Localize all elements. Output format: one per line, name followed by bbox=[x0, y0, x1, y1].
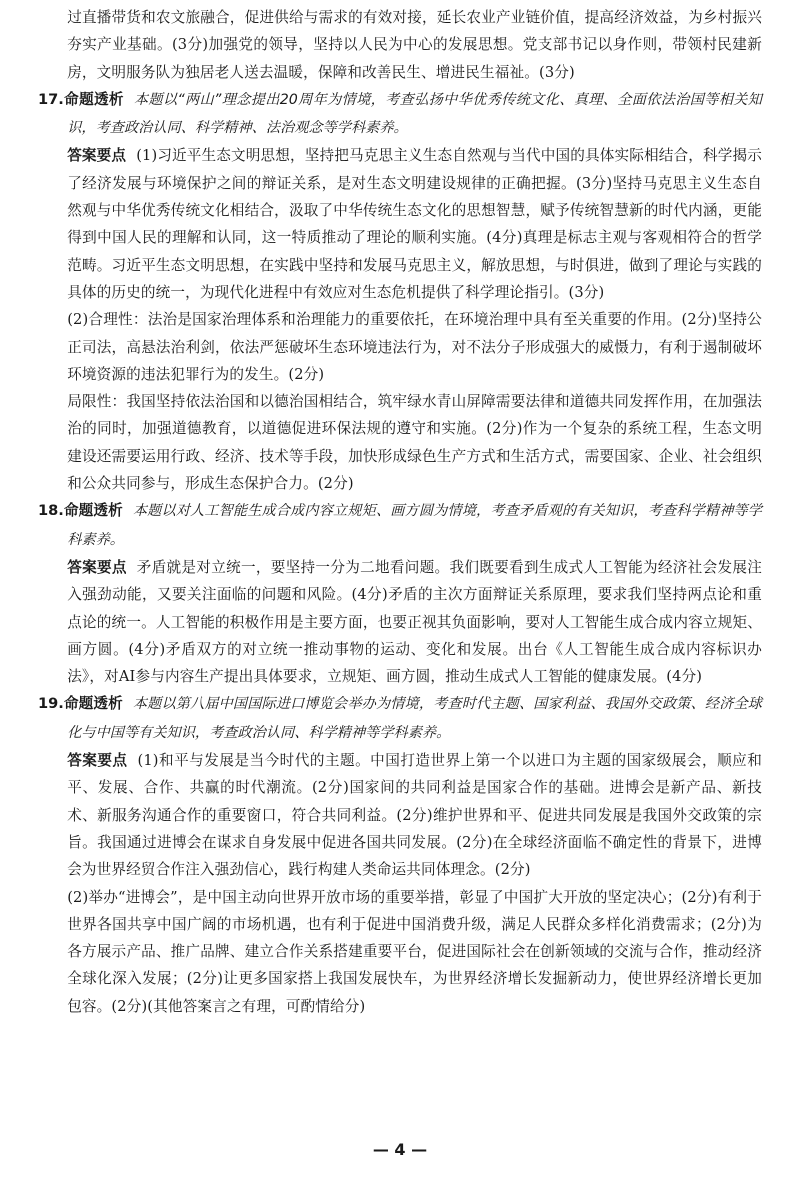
question-17-analysis bbox=[38, 86, 762, 143]
question-19-answer bbox=[67, 747, 762, 883]
answer-text: (1)习近平生态文明思想，坚持把马克思主义生态自然观与当代中国的具体实际相结合，科学揭示了经济发展与环境保护之间的辩证关系，是对生态文明建设规律的正确把握。(3分)坚持马克思主义生态自然观与中华优秀传统文化相结合，汲取了中华传统生态文化的思想智慧，赋予传统智慧新的时代内涵，更能得到中国人民的理解和认同，这一特质推动了理论的顺利实施。(4分)真理是标志主观与客观相符合的哲学范畴。习近平生态文明思想，在实践中坚持和发展马克思主义，解放思想，与时俱进，做到了理论与实践的具体的历史的统一，为现代化进程中有效应对生态危机提供了科学理论指引。(3分) bbox=[67, 147, 762, 301]
intro-paragraph: 过直播带货和农文旅融合，促进供给与需求的有效对接，延长农业产业链价值，提高经济效益，为乡村振兴夯实产业基础。(3分)加强党的领导，坚持以人民为中心的发展思想。党支部书记以身作则，带领村民建新房，文明服务队为独居老人送去温暖，保障和改善民生、增进民生福祉。(3分) bbox=[67, 9, 762, 81]
question-18 bbox=[38, 497, 762, 690]
answer-label: 答案要点 bbox=[67, 147, 127, 165]
question-18-analysis bbox=[38, 497, 762, 554]
question-17-part-2: (2)合理性：法治是国家治理体系和治理能力的重要依托，在环境治理中具有至关重要的作用。(2分)坚持公正司法，高悬法治利剑，依法严惩破坏生态环境违法行为，对不法分子形成强大的威慑力，有利于遏制破坏环境资源的违法犯罪行为的发生。(2分) bbox=[67, 311, 762, 383]
analysis-label: 命题透析 bbox=[63, 90, 124, 108]
answer-text: (1)和平与发展是当今时代的主题。中国打造世界上第一个以进口为主题的国家级展会，顺应和平、发展、合作、共赢的时代潮流。(2分)国家间的共同利益是国家合作的基础。进博会是新产品、新技术、新服务沟通合作的重要窗口，符合共同利益。(2分)维护世界和平、促进共同发展是我国外交政策的宗旨。我国通过进博会在谋求自身发展中促进各国共同发展。(2分)在全球经济面临不确定性的背景下，进博会为世界经贸合作注入强劲信心，践行构建人类命运共同体理念。(2分) bbox=[67, 752, 762, 879]
analysis-text: 本题以“两山”理念提出20周年为情境，考查弘扬中华优秀传统文化、真理、全面依法治国等相关知识，考查政治认同、科学精神、法治观念等学科素养。 bbox=[67, 91, 762, 137]
analysis-label: 命题透析 bbox=[63, 502, 123, 520]
question-number: 19. bbox=[38, 695, 64, 713]
question-17-limitations: 局限性：我国坚持依法治国和以德治国相结合，筑牢绿水青山屏障需要法律和道德共同发挥作用，在加强法治的同时，加强道德教育，以道德促进环保法规的遵守和实施。(2分)作为一个复杂的系统工程，生态文明建设还需要运用行政、经济、技术等手段，加快形成绿色生产方式和生活方式，需要国家、企业、社会组织和公众共同参与，形成生态保护合力。(2分) bbox=[67, 393, 762, 493]
question-17 bbox=[38, 86, 762, 497]
page-number: — 4 — bbox=[372, 1140, 428, 1159]
question-19-analysis bbox=[38, 690, 762, 747]
answer-label: 答案要点 bbox=[67, 752, 128, 770]
answer-label: 答案要点 bbox=[67, 558, 127, 576]
analysis-label: 命题透析 bbox=[63, 695, 123, 713]
question-18-answer bbox=[67, 554, 762, 690]
analysis-text: 本题以第八届中国国际进口博览会举办为情境，考查时代主题、国家利益、我国外交政策、经济全球化与中国等有关知识，考查政治认同、科学精神等学科素养。 bbox=[67, 696, 762, 741]
question-19 bbox=[38, 690, 762, 1020]
question-17-answer bbox=[67, 142, 762, 306]
question-19-part-2: (2)举办“进博会”，是中国主动向世界开放市场的重要举措，彰显了中国扩大开放的坚定决心；(2分)有利于世界各国共享中国广阔的市场机遇，也有利于促进中国消费升级，满足人民群众多样化消费需求；(2分)为各方展示产品、推广品牌、建立合作关系搭建重要平台，促进国际社会在创新领域的交流与合作，推动经济全球化深入发展；(2分)让更多国家搭上我国发展快车，为世界经济增长发掘新动力，使世界经济增长更加包容。(2分)(其他答案言之有理，可酌情给分) bbox=[67, 888, 762, 1015]
answer-text: 矛盾就是对立统一，要坚持一分为二地看问题。我们既要看到生成式人工智能为经济社会发展注入强劲动能，又要关注面临的问题和风险。(4分)矛盾的主次方面辩证关系原理，要求我们坚持两点论和重点论的统一。人工智能的积极作用是主要方面，也要正视其负面影响，要对人工智能生成合成内容立规矩、画方圆。(4分)矛盾双方的对立统一推动事物的运动、变化和发展。出台《人工智能生成合成内容标识办法》，对AI参与内容生产提出具体要求，立规矩、画方圆，推动生成式人工智能的健康发展。(4分) bbox=[67, 558, 762, 686]
question-number: 17. bbox=[38, 90, 64, 108]
analysis-text: 本题以对人工智能生成合成内容立规矩、画方圆为情境，考查矛盾观的有关知识，考查科学精神等学科素养。 bbox=[67, 503, 762, 548]
question-number: 18. bbox=[38, 502, 64, 520]
